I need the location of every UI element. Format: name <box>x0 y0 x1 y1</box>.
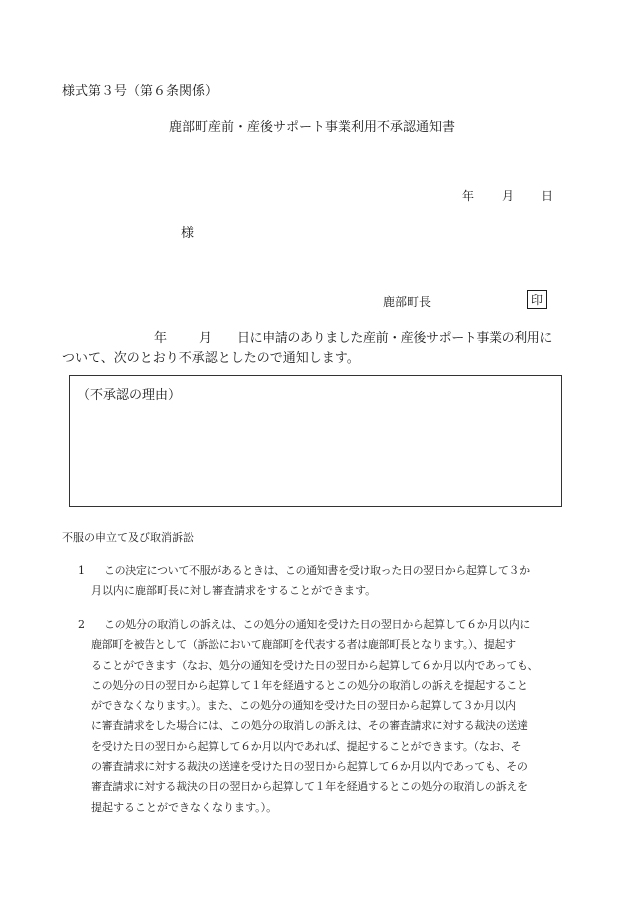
appeal-heading: 不服の申立て及び取消訴訟 <box>62 531 194 544</box>
appeal-item-line: 提起することができなくなります。）。 <box>91 800 278 814</box>
appeal-item-line: 鹿部町を被告として（訴訟において鹿部町を代表する者は鹿部町長となります。）、提起す <box>91 638 516 652</box>
notice-body <box>62 329 570 369</box>
date-day-label: 日 <box>541 189 554 203</box>
appeal-item-line: この処分の日の翌日から起算して１年を経過するとこの処分の取消しの訴えを提起すること <box>91 678 528 692</box>
reason-label: （不承認の理由） <box>77 388 182 403</box>
appeal-item-line: ることができます（なお、処分の通知を受けた日の翌日から起算して６か月以内であっても、 <box>91 658 539 672</box>
addressee-suffix: 様 <box>181 226 195 241</box>
appeal-item-line: 審査請求に対する裁決の日の翌日から起算して１年を経過するとこの処分の取消しの訴えを <box>91 780 528 794</box>
appeal-item-line: この処分の取消しの訴えは、この処分の通知を受けた日の翌日から起算して６か月以内に <box>104 618 530 631</box>
body-year-label: 年 <box>154 331 168 346</box>
appeal-item-line: に審査請求をした場合には、この処分の取消しの訴えは、その審査請求に対する裁決の送達 <box>91 719 528 733</box>
date-month-label: 月 <box>502 189 515 203</box>
date-year-label: 年 <box>462 189 475 203</box>
appeal-item-line: ができなくなります。）。また、この処分の通知を受けた日の翌日から起算して３か月以内 <box>91 699 516 713</box>
issuer-name: 鹿部町長 <box>383 295 432 309</box>
notice-body-line-1 <box>62 329 570 349</box>
notice-body-line-2: ついて、次のとおり不承認としたので通知します。 <box>62 351 360 366</box>
appeal-item-number: 1 <box>78 564 85 577</box>
appeal-item-text <box>91 561 576 602</box>
appeal-item-text <box>91 615 576 818</box>
appeal-item-line: を受けた日の翌日から起算して６か月以内であれば、提起することができます。（なお、そ <box>91 739 522 753</box>
appeal-item-line: 月以内に鹿部町長に対し審査請求をすることができます。 <box>91 584 377 598</box>
document-title-text: 鹿部町産前・産後サポート事業利用不承認通知書 <box>169 120 456 135</box>
appeal-item-number: 2 <box>78 618 85 631</box>
body-month-label: 月 <box>199 331 213 346</box>
appeal-item-line: この決定について不服があるときは、この通知書を受け取った日の翌日から起算して３か <box>104 564 530 577</box>
reason-box <box>69 375 562 507</box>
appeal-item-line: の審査請求に対する裁決の送達を受けた日の翌日から起算して６か月以内であっても、その <box>91 760 528 774</box>
seal-mark: 印 <box>527 290 547 309</box>
form-number: 様式第３号（第６条関係） <box>62 84 219 99</box>
body-line-1-text: 日に申請のありました産前・産後サポート事業の利用に <box>237 331 553 346</box>
